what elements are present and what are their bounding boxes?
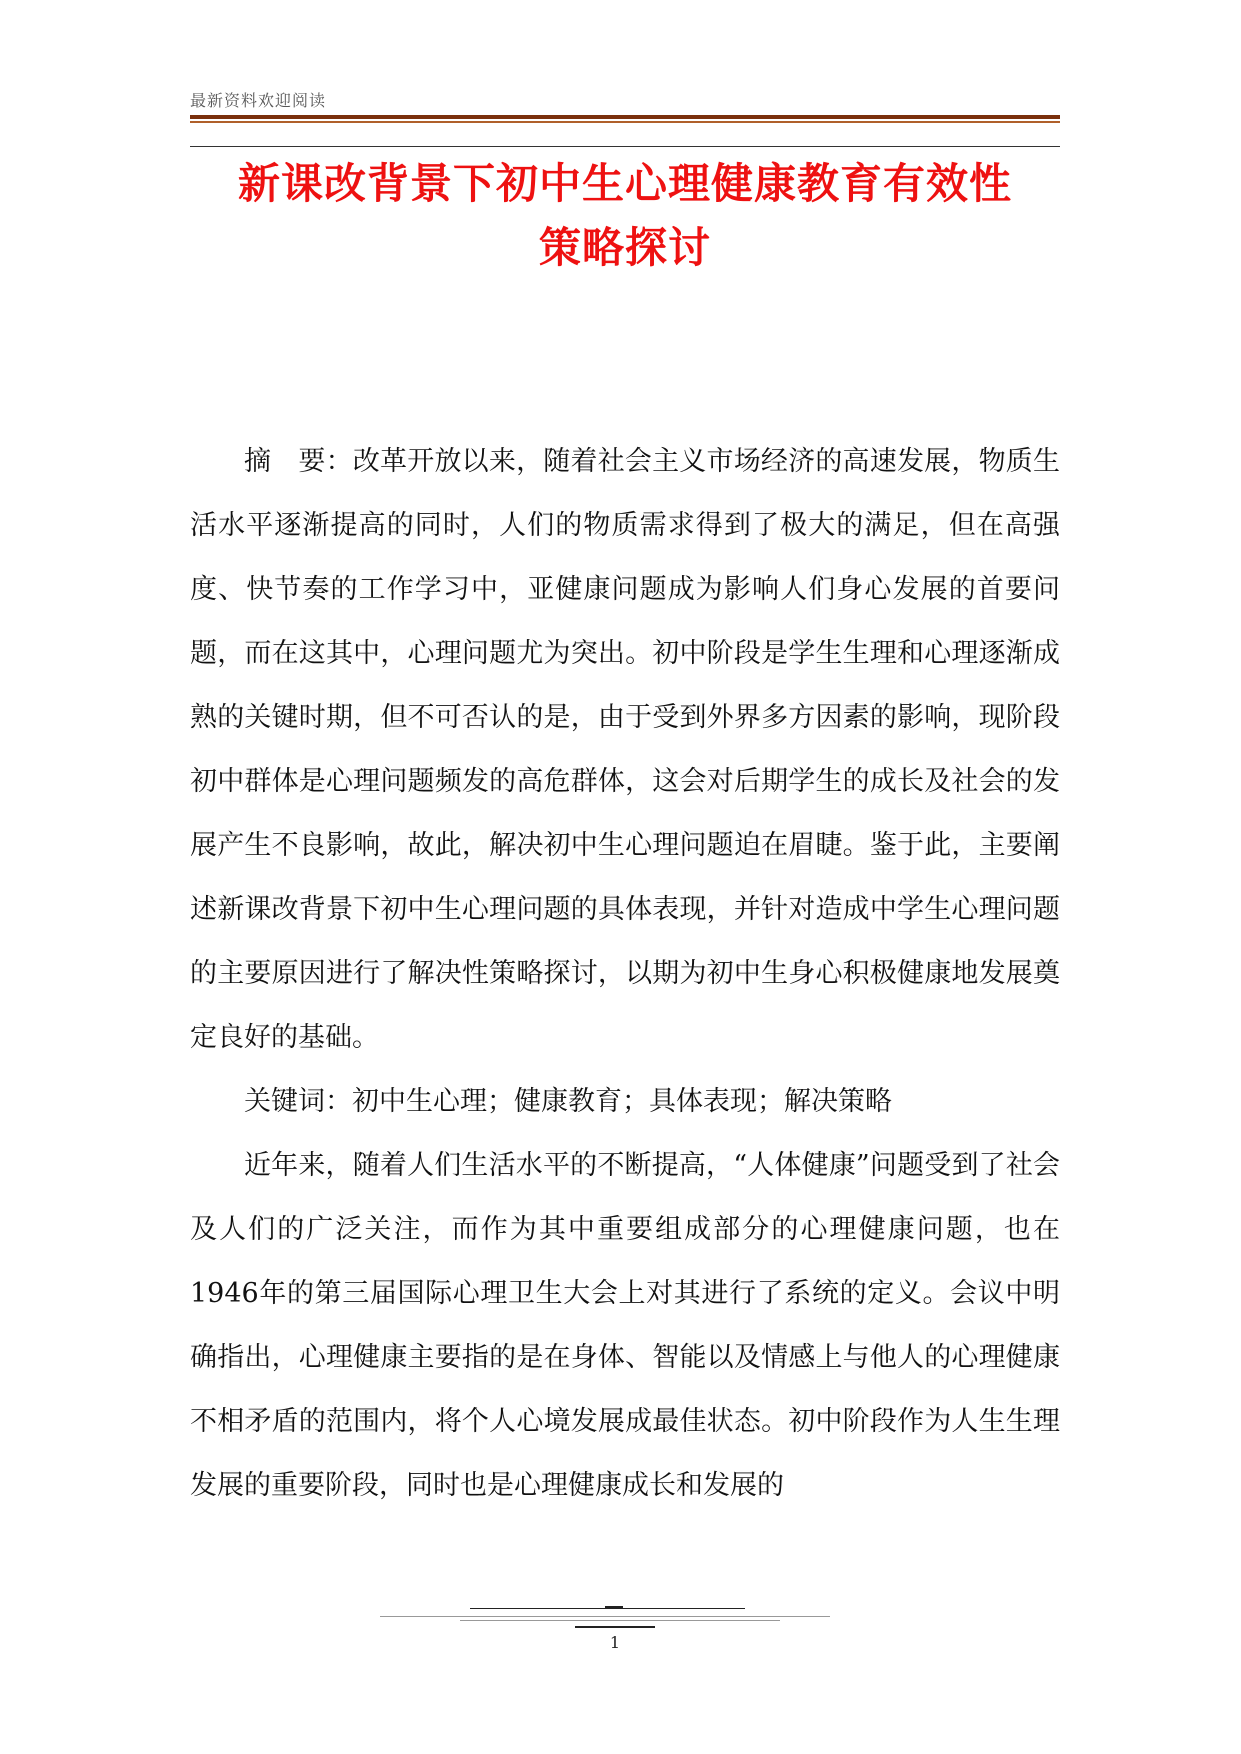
document-title xyxy=(190,152,1060,280)
document-body xyxy=(190,430,1060,1518)
footer-rule-gray xyxy=(380,1616,830,1617)
footer-rule-dark xyxy=(575,1626,655,1628)
footer-rule-gray-2 xyxy=(460,1620,780,1621)
title-line-1: 新课改背景下初中生心理健康教育有效性 xyxy=(237,159,1012,208)
document-header: 最新资料欢迎阅读 xyxy=(190,91,327,110)
body-paragraph-1: 近年来，随着人们生活水平的不断提高，“人体健康”问题受到了社会及人们的广泛关注，而作为其中重要组成部分的心理健康问题，也在1946年的第三届国际心理卫生大会上对其进行了系统的定义。会议中明确指出，心理健康主要指的是在身体、智能以及情感上与他人的心理健康不相矛盾的范围内，将个人心境发展成最佳状态。初中阶段作为人生生理发展的重要阶段，同时也是心理健康成长和发展的 xyxy=(190,1150,1060,1501)
footer-rule-mark xyxy=(605,1606,623,1608)
keywords-paragraph: 关键词：初中生心理；健康教育；具体表现；解决策略 xyxy=(244,1086,892,1117)
footer-rule-top xyxy=(470,1608,745,1609)
header-rule-secondary xyxy=(190,121,1060,123)
header-rule-thin xyxy=(190,146,1060,147)
header-rule-thick xyxy=(190,115,1060,119)
abstract-paragraph: 摘 要：改革开放以来，随着社会主义市场经济的高速发展，物质生活水平逐渐提高的同时，人们的物质需求得到了极大的满足，但在高强度、快节奏的工作学习中，亚健康问题成为影响人们身心发展的首要问题，而在这其中，心理问题尤为突出。初中阶段是学生生理和心理逐渐成熟的关键时期，但不可否认的是，由于受到外界多方因素的影响，现阶段初中群体是心理问题频发的高危群体，这会对后期学生的成长及社会的发展产生不良影响，故此，解决初中生心理问题迫在眉睫。鉴于此，主要阐述新课改背景下初中生心理问题的具体表现，并针对造成中学生心理问题的主要原因进行了解决性策略探讨，以期为初中生身心积极健康地发展奠定良好的基础。 xyxy=(190,446,1060,1053)
page-number: 1 xyxy=(609,1633,621,1652)
title-line-2: 策略探讨 xyxy=(538,223,711,272)
